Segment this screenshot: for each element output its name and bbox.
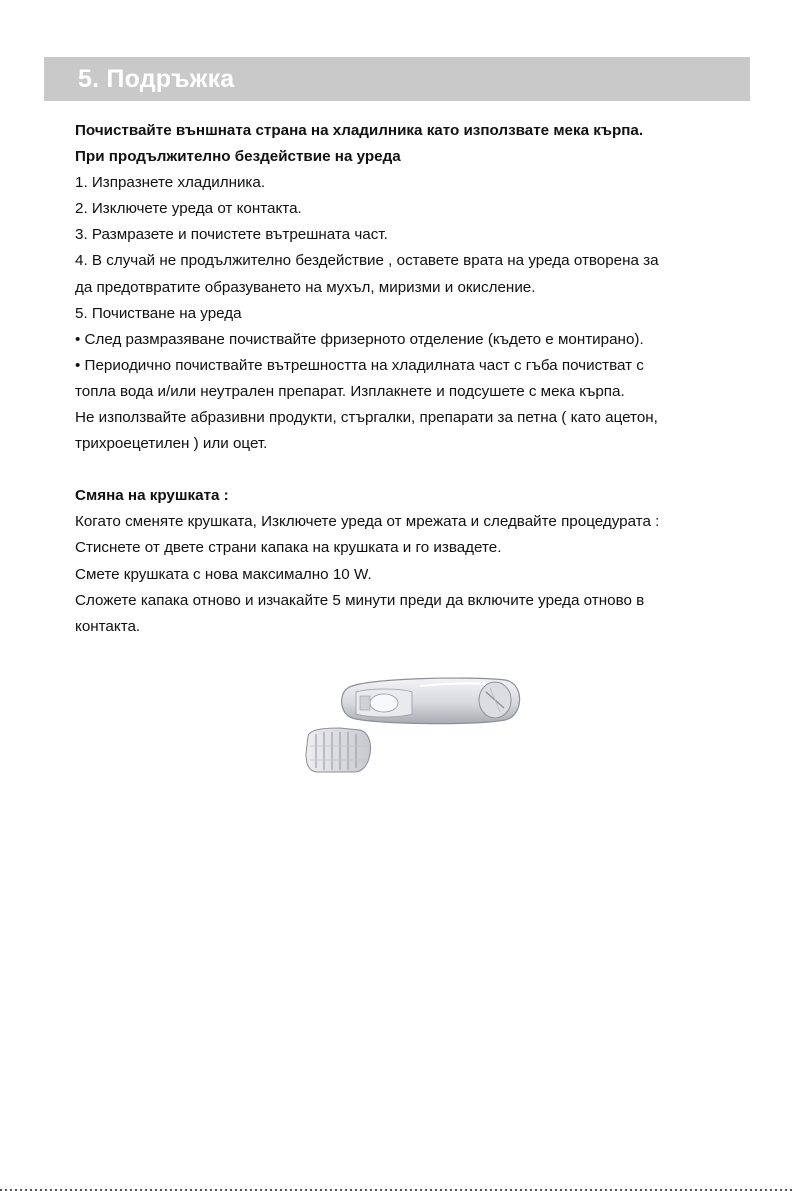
paragraph-gap xyxy=(75,457,755,483)
bulb-heading: Смяна на крушката : xyxy=(75,487,229,505)
cleaning-step: 5. Почистване на уреда xyxy=(75,304,242,322)
cleaning-warning: трихроецетилен ) или оцет. xyxy=(75,435,268,453)
cleaning-step: 1. Изпразнете хладилника. xyxy=(75,174,266,192)
cleaning-step: да предотвратите образуването на мухъл, миризми и окисление. xyxy=(75,278,536,296)
cleaning-warning: Не използвайте абразивни продукти, стъргалки, препарати за петна ( като ацетон, xyxy=(75,409,658,427)
cleaning-step: 3. Размразете и почистете вътрешната част. xyxy=(75,226,388,244)
cleaning-intro: Почиствайте външната страна на хладилника като използвате мека кърпа. xyxy=(75,122,644,139)
bulb-step: контакта. xyxy=(75,617,141,635)
cleaning-bullet: • Периодично почиствайте вътрешността на хладилната част с гъба почистват с xyxy=(75,356,644,374)
lamp-housing-and-cover-illustration-icon xyxy=(300,670,530,780)
cleaning-step: 4. В случай не продължително бездействие , оставете врата на уреда отворена за xyxy=(75,252,659,270)
cleaning-bullet: топла вода и/или неутрален препарат. Изплакнете и подсушете с мека кърпа. xyxy=(75,382,625,400)
cleaning-step: 2. Изключете уреда от контакта. xyxy=(75,200,302,218)
cleaning-bullet: • След размразяване почиствайте фризерното отделение (където е монтирано). xyxy=(75,330,644,348)
bulb-step: Сложете капака отново и изчакайте 5 минути преди да включите уреда отново в xyxy=(75,591,645,609)
cleaning-subheading: При продължително бездействие на уреда xyxy=(75,148,401,166)
manual-content xyxy=(75,118,755,640)
bulb-step: Когато сменяте крушката, Изключете уреда от мрежата и следвайте процедурата : xyxy=(75,513,660,531)
section-title: 5. Подръжка xyxy=(78,65,235,93)
bulb-step: Смете крушката с нова максимално 10 W. xyxy=(75,565,372,583)
bulb-step: Стиснете от двете страни капака на крушката и го извадете. xyxy=(75,539,502,557)
